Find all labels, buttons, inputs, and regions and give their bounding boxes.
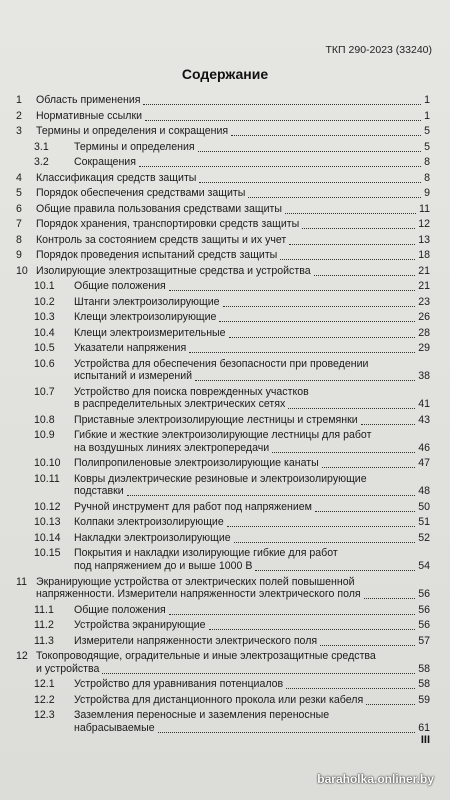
toc-entry-page: 8 bbox=[424, 156, 430, 168]
toc-entry-title: Устройства для обеспечения безопасности при проведении bbox=[74, 357, 369, 370]
toc-entry-number: 10 bbox=[16, 264, 28, 277]
toc-entry-page: 21 bbox=[418, 280, 430, 292]
toc-entry bbox=[14, 327, 430, 340]
toc-leader-dots bbox=[229, 337, 416, 338]
toc-entry bbox=[14, 547, 430, 572]
toc-entry-title: Клещи электроизолирующие bbox=[74, 311, 217, 323]
toc-entry-page: 56 bbox=[418, 588, 430, 601]
toc-leader-dots bbox=[189, 352, 415, 353]
toc-entry bbox=[14, 414, 430, 427]
toc-entry-title: Гибкие и жесткие электроизолирующие лестницы для работ bbox=[74, 429, 372, 442]
toc-entry-title: Область применения bbox=[36, 94, 141, 106]
toc-entry-page: 43 bbox=[418, 413, 430, 426]
toc-entry bbox=[14, 694, 430, 707]
toc-entry-number: 11.3 bbox=[34, 634, 54, 647]
toc-entry-number: 12 bbox=[16, 650, 28, 663]
toc-entry-number: 7 bbox=[16, 218, 22, 230]
toc-entry-title: Общие положения bbox=[74, 603, 166, 616]
toc-entry bbox=[14, 218, 430, 231]
toc-entry-number: 10.8 bbox=[34, 413, 55, 426]
toc-entry bbox=[14, 280, 430, 293]
toc-entry-title: Изолирующие электрозащитные средства и устройства bbox=[36, 264, 311, 277]
toc-entry-title: Общие положения bbox=[74, 280, 166, 292]
toc-entry-title: Порядок проведения испытаний средств защиты bbox=[36, 249, 278, 261]
toc-entry-title: Полипропиленовые электроизолирующие канаты bbox=[74, 457, 319, 470]
toc-entry-title: напряженности. Измерители напряженности электрического поля bbox=[36, 588, 361, 601]
toc-entry bbox=[14, 94, 430, 107]
toc-entry-title: Колпаки электроизолирующие bbox=[74, 516, 224, 529]
toc-entry-page: 1 bbox=[424, 109, 430, 122]
toc-entry bbox=[14, 358, 430, 383]
toc-entry-number: 10.5 bbox=[34, 342, 55, 354]
toc-entry-number: 5 bbox=[16, 187, 22, 199]
toc-entry bbox=[14, 156, 430, 169]
toc-entry-number: 8 bbox=[16, 233, 22, 246]
toc-entry bbox=[14, 172, 430, 185]
toc-entry-number: 9 bbox=[16, 249, 22, 261]
toc-entry-number: 12.2 bbox=[34, 693, 55, 706]
toc-entry-title: Приставные электроизолирующие лестницы и стремянки bbox=[74, 413, 358, 426]
toc-leader-dots bbox=[143, 104, 421, 105]
toc-entry-page: 54 bbox=[418, 559, 430, 572]
toc-leader-dots bbox=[199, 182, 421, 183]
toc-entry-title: в распределительных электрических сетях bbox=[74, 398, 286, 411]
toc-leader-dots bbox=[320, 645, 415, 646]
toc-entry-title: Термины и определения bbox=[74, 140, 195, 153]
toc-entry bbox=[14, 234, 430, 247]
toc-entry-page: 50 bbox=[418, 500, 430, 513]
toc-entry-title: Устройство для поиска поврежденных участков bbox=[74, 385, 309, 398]
toc-entry bbox=[14, 604, 430, 617]
toc-entry bbox=[14, 265, 430, 278]
toc-entry-title: Устройства экранирующие bbox=[74, 619, 206, 632]
toc-entry-page: 52 bbox=[418, 531, 430, 544]
toc-entry-page: 23 bbox=[418, 295, 430, 308]
toc-entry-page: 26 bbox=[418, 311, 430, 323]
toc-entry bbox=[14, 501, 430, 514]
toc-entry-title: Устройства для дистанционного прокола или резки кабеля bbox=[74, 693, 364, 706]
toc-leader-dots bbox=[289, 244, 415, 245]
toc-entry-page: 12 bbox=[418, 218, 430, 230]
toc-entry-title: Сокращения bbox=[74, 156, 136, 168]
toc-entry bbox=[14, 650, 430, 675]
toc-entry bbox=[14, 516, 430, 529]
toc-entry-title: под напряжением до и выше 1000 В bbox=[74, 559, 253, 572]
toc-entry bbox=[14, 125, 430, 138]
toc-entry-title: Клещи электроизмерительные bbox=[74, 326, 226, 339]
toc-leader-dots bbox=[145, 120, 421, 121]
toc-entry bbox=[14, 576, 430, 601]
toc-entry-page: 61 bbox=[418, 721, 430, 734]
document-code: ТКП 290-2023 (33240) bbox=[325, 44, 432, 56]
toc-leader-dots bbox=[361, 424, 416, 425]
toc-entry-title: испытаний и измерений bbox=[74, 370, 193, 383]
toc-entry-title: Порядок обеспечения средствами защиты bbox=[36, 187, 246, 199]
toc-entry bbox=[14, 619, 430, 632]
toc-entry bbox=[14, 473, 430, 498]
toc-entry-page: 29 bbox=[418, 342, 430, 354]
toc-entry-number: 10.7 bbox=[34, 385, 55, 398]
toc-entry-title: Общие правила пользования средствами защиты bbox=[36, 202, 283, 215]
toc-entry-title: набрасываемые bbox=[74, 721, 155, 734]
toc-entry-number: 10.4 bbox=[34, 326, 55, 339]
toc-leader-dots bbox=[272, 452, 415, 453]
toc-entry-number: 12.3 bbox=[34, 709, 55, 722]
toc-leader-dots bbox=[366, 704, 415, 705]
toc-entry-title: Экранирующие устройства от электрических полей повышенной bbox=[36, 575, 355, 588]
toc-leader-dots bbox=[227, 526, 415, 527]
toc-entry-title: Штанги электроизолирующие bbox=[74, 295, 220, 308]
toc-entry-title: Контроль за состоянием средств защиты и их учет bbox=[36, 233, 287, 246]
toc-entry bbox=[14, 110, 430, 123]
toc-leader-dots bbox=[234, 542, 416, 543]
toc-entry-number: 3 bbox=[16, 125, 22, 137]
toc-entry-number: 6 bbox=[16, 202, 22, 215]
toc-entry-number: 10.9 bbox=[34, 429, 55, 442]
toc-entry-page: 58 bbox=[418, 678, 430, 691]
toc-entry-title: Ручной инструмент для работ под напряжением bbox=[74, 500, 312, 513]
toc-leader-dots bbox=[285, 213, 416, 214]
toc-entry-page: 28 bbox=[418, 326, 430, 339]
toc-entry-number: 10.11 bbox=[34, 472, 60, 485]
toc-leader-dots bbox=[209, 629, 416, 630]
toc-entry-title: и устройства bbox=[36, 662, 100, 675]
toc-leader-dots bbox=[364, 598, 416, 599]
toc-entry-title: Нормативные ссылки bbox=[36, 109, 143, 122]
toc-leader-dots bbox=[139, 166, 421, 167]
toc-leader-dots bbox=[169, 614, 415, 615]
toc-leader-dots bbox=[127, 495, 416, 496]
toc-entry-title: Термины и определения и сокращения bbox=[36, 125, 229, 137]
toc-leader-dots bbox=[315, 511, 415, 512]
toc-entry-title: Устройство для уравнивания потенциалов bbox=[74, 678, 284, 691]
toc-entry-number: 2 bbox=[16, 109, 22, 122]
toc-entry-page: 9 bbox=[424, 187, 430, 199]
toc-leader-dots bbox=[255, 570, 415, 571]
toc-leader-dots bbox=[302, 228, 415, 229]
toc-leader-dots bbox=[198, 151, 421, 152]
toc-entry bbox=[14, 386, 430, 411]
toc-leader-dots bbox=[288, 408, 415, 409]
toc-entry bbox=[14, 296, 430, 309]
toc-entry-number: 10.2 bbox=[34, 295, 55, 308]
toc-leader-dots bbox=[223, 306, 416, 307]
toc-leader-dots bbox=[322, 467, 415, 468]
toc-entry bbox=[14, 429, 430, 454]
toc-entry-number: 4 bbox=[16, 171, 22, 184]
toc-entry-number: 11.2 bbox=[34, 619, 54, 632]
toc-entry-number: 1 bbox=[16, 94, 22, 106]
toc-entry bbox=[14, 187, 430, 200]
toc-entry-page: 21 bbox=[418, 264, 430, 277]
toc-entry-page: 41 bbox=[418, 398, 430, 411]
toc-entry-title: Заземления переносные и заземления переносные bbox=[74, 709, 330, 722]
toc-entry-page: 51 bbox=[418, 516, 430, 529]
toc-entry-page: 18 bbox=[418, 249, 430, 261]
toc-entry-number: 12.1 bbox=[34, 678, 55, 691]
toc-entry-page: 59 bbox=[418, 693, 430, 706]
toc-entry-title: Токопроводящие, оградительные и иные электрозащитные средства bbox=[36, 650, 376, 663]
toc-entry-number: 11.1 bbox=[34, 603, 54, 616]
toc-entry-title: Накладки электроизолирующие bbox=[74, 531, 231, 544]
toc-entry-page: 5 bbox=[424, 125, 430, 137]
toc-entry bbox=[14, 709, 430, 734]
toc-entry-page: 57 bbox=[418, 634, 430, 647]
toc-entry-page: 48 bbox=[418, 485, 430, 498]
toc-entry-number: 10.13 bbox=[34, 516, 61, 529]
toc-entry-page: 38 bbox=[418, 370, 430, 383]
toc-entry-number: 3.1 bbox=[34, 140, 49, 153]
toc-entry-number: 10.15 bbox=[34, 547, 61, 560]
toc-entry-number: 10.12 bbox=[34, 500, 61, 513]
page-number: III bbox=[420, 734, 430, 746]
toc-entry-page: 13 bbox=[418, 233, 430, 246]
toc-entry bbox=[14, 311, 430, 324]
toc-entry bbox=[14, 457, 430, 470]
toc-entry-number: 3.2 bbox=[34, 156, 49, 168]
toc-entry-page: 46 bbox=[418, 441, 430, 454]
toc-leader-dots bbox=[314, 275, 416, 276]
toc-entry-page: 56 bbox=[418, 619, 430, 632]
toc-leader-dots bbox=[248, 197, 421, 198]
toc-entry-page: 56 bbox=[418, 603, 430, 616]
toc-entry-page: 5 bbox=[424, 140, 430, 153]
page-title: Содержание bbox=[181, 66, 269, 82]
toc-entry-title: Ковры диэлектрические резиновые и электроизолирующие bbox=[74, 472, 367, 485]
watermark: baraholka.onliner.by bbox=[317, 772, 434, 786]
toc-entry-title: подставки bbox=[74, 485, 124, 498]
toc-entry-page: 58 bbox=[418, 662, 430, 675]
toc-entry-number: 11 bbox=[16, 575, 27, 588]
toc-entry bbox=[14, 635, 430, 648]
toc-entry-title: Указатели напряжения bbox=[74, 342, 187, 354]
toc-entry-page: 1 bbox=[424, 94, 430, 106]
toc-entry-number: 10.1 bbox=[34, 280, 55, 292]
toc-entry-title: Покрытия и накладки изолирующие гибкие для работ bbox=[74, 547, 338, 560]
toc-entry bbox=[14, 249, 430, 262]
toc-entry-title: Классификация средств защиты bbox=[36, 171, 197, 184]
toc-leader-dots bbox=[280, 259, 415, 260]
toc-entry-number: 10.3 bbox=[34, 311, 55, 323]
toc-entry bbox=[14, 141, 430, 154]
toc-entry-number: 10.14 bbox=[34, 531, 61, 544]
toc-leader-dots bbox=[102, 673, 415, 674]
toc-entry-number: 10.6 bbox=[34, 357, 55, 370]
toc-entry-title: Порядок хранения, транспортировки средств защиты bbox=[36, 218, 300, 230]
toc-entry bbox=[14, 342, 430, 355]
toc-entry-page: 47 bbox=[418, 457, 430, 470]
toc-entry-number: 10.10 bbox=[34, 457, 61, 470]
toc-entry-page: 11 bbox=[419, 202, 430, 215]
toc-leader-dots bbox=[195, 380, 415, 381]
toc-leader-dots bbox=[169, 290, 415, 291]
toc-entry bbox=[14, 678, 430, 691]
toc-entry-page: 8 bbox=[424, 171, 430, 184]
toc-leader-dots bbox=[219, 321, 415, 322]
toc-entry bbox=[14, 532, 430, 545]
toc-entry-title: на воздушных линиях электропередачи bbox=[74, 441, 270, 454]
toc-leader-dots bbox=[286, 688, 415, 689]
toc-leader-dots bbox=[231, 135, 421, 136]
toc-entry-title: Измерители напряженности электрического поля bbox=[74, 634, 318, 647]
toc-entry bbox=[14, 203, 430, 216]
toc-leader-dots bbox=[158, 732, 416, 733]
